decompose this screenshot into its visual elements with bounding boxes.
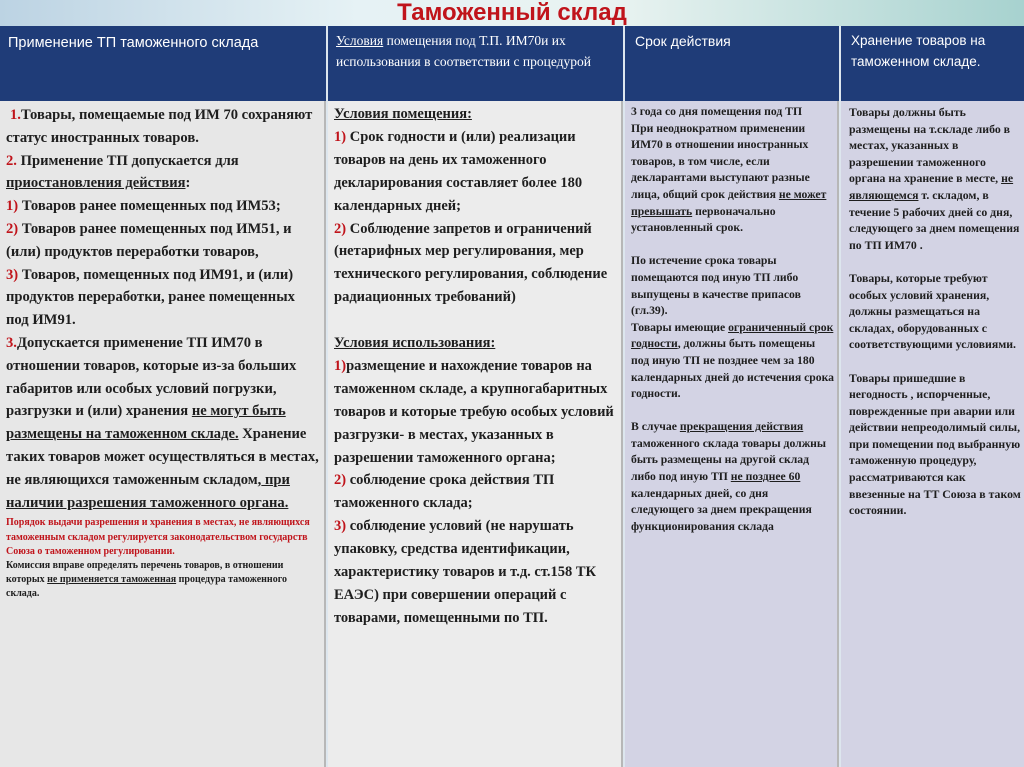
app-paragraph-1 [6, 104, 320, 150]
term-p4-end: , должны быть помещены под иную ТП не позднее чем за 180 календарных дней до истечения срока годности. [631, 337, 835, 401]
app-text-1: Товары, помещаемые под ИМ 70 сохраняют статус иностранных товаров. [6, 107, 313, 146]
app-num-1: 1. [10, 107, 21, 123]
term-60-days-underlined: не позднее 60 [730, 470, 801, 484]
app-note-text-1: Комиссия вправе определять перечень товаров, в отношении которых [6, 559, 284, 586]
app-item-3 [6, 264, 320, 332]
app-note-text-2: процедура таможенного склада. [6, 574, 287, 600]
cond-a1-text: Срок годности и (или) реализации товаров на день их таможенного декларирования составляет более 180 календарных дней; [334, 128, 583, 214]
storage-paragraph-3: Товары пришедшие в негодность , испорченные, поврежденные при аварии или действии непреодолимый силы, при помещении под выбранную таможенную процедуру, рассматриваются как ввезенные на ТТ Союза в таком состоянии. [849, 370, 1021, 518]
header-conditions [328, 26, 623, 101]
app-item-3-num: 3) [6, 266, 19, 283]
cond-a2-num: 2) [334, 220, 347, 237]
cond-b1-num: 1) [334, 357, 347, 374]
cond-b3-text: соблюдение условий (не нарушать упаковку, средства идентификации, характеристику товаров и т.д. ст.158 ТК ЕАЭС) при совершении операций с товарами, помещенными по ТП. [334, 518, 597, 626]
cond-b1-text: размещение и нахождение товаров на таможенном складе, а крупногабаритных товаров и которые требую особых условий разгрузки- в местах, указанных в разрешении таможенного органа; [334, 357, 614, 466]
app-text-3: Допускается применение ТП ИМ70 в отношении товаров, которые из-за больших габаритов или особых условий погрузки, разгрузки и (или) хранения [6, 334, 297, 420]
cond-b3-num: 3) [334, 518, 347, 535]
header-storage: Хранение товаров на таможенном складе. [841, 26, 1024, 101]
app-item-3-text: Товаров, помещенных под ИМ91, и (или) продуктов переработки, ранее помещенных под ИМ91. [6, 266, 295, 329]
term-shelf-life-underlined: ограниченный срок годности [631, 320, 834, 351]
cond-item-b2 [334, 469, 617, 515]
term-paragraph-2 [631, 121, 834, 237]
app-note-red: Порядок выдачи разрешения и хранения в местах, не являющихся таможенным складом регулируется законодательством государств Союза о таможенном регулировании. [6, 517, 310, 557]
term-p4-text: Товары имеющие [631, 320, 729, 334]
term-paragraph-4 [631, 320, 834, 403]
term-p5-text: В случае [631, 420, 680, 434]
app-item-1 [6, 195, 320, 218]
cond-b2-text: соблюдение срока действия ТП таможенного склада; [334, 472, 555, 512]
term-p5-end: календарных дней, со дня следующего за днем прекращения функционирования склада [631, 486, 812, 533]
term-paragraph-5 [631, 419, 834, 535]
cond-a2-text: Соблюдение запретов и ограничений (нетарифных мер регулирования, мер технического регулирования, соблюдение радиационных требований) [334, 220, 608, 306]
header-conditions-underlined: Условия [336, 33, 384, 48]
cond-item-b3 [334, 515, 617, 630]
app-paragraph-2 [6, 150, 320, 196]
app-num-2: 2. [6, 152, 17, 169]
cond-title-usage: Условия использования: [334, 335, 496, 352]
term-p2-text: При неоднократном применении ИМ70 в отношении иностранных товаров, в том числе, если декларантами выступают разные лица, общий срок действия [631, 121, 810, 201]
term-paragraph-1: 3 года со дня помещения под ТП [631, 105, 803, 118]
app-colon: : [185, 175, 191, 192]
app-item-2-num: 2) [6, 220, 19, 237]
app-text-3b: Хранение таких товаров может осуществляться в местах, не являющихся таможенным складом, [6, 426, 319, 488]
column-storage [841, 101, 1024, 767]
cond-item-a2 [334, 218, 617, 310]
header-term: Срок действия [625, 26, 839, 101]
app-not-placed-underlined: не могут быть размещены на таможенном складе. [6, 403, 286, 443]
storage-paragraph-1 [849, 104, 1021, 253]
term-p2-end: первоначально установленный срок. [631, 204, 776, 235]
column-application [0, 101, 326, 767]
term-termination-underlined: прекращения действия [679, 420, 804, 434]
slide-title: Таможенный склад [397, 0, 627, 26]
app-item-1-num: 1) [6, 198, 19, 215]
cond-a1-num: 1) [334, 128, 347, 145]
storage-not-being-underlined: не являющемся [849, 171, 1014, 202]
app-note-underlined: не применяется таможенная [47, 574, 177, 586]
app-text-2: Применение ТП допускается для [16, 152, 239, 169]
cond-item-b1 [334, 355, 617, 470]
cond-item-a1 [334, 126, 617, 218]
app-item-2 [6, 218, 320, 264]
app-item-1-text: Товаров ранее помещенных под ИМ53; [18, 198, 281, 215]
term-paragraph-3: По истечение срока товары помещаются под иную ТП либо выпущены в качестве припасов (гл.39). [631, 254, 801, 318]
app-paragraph-3 [6, 332, 320, 514]
app-suspension-underlined: приостановления действия [6, 175, 186, 192]
cond-title-placement: Условия помещения: [334, 106, 472, 122]
storage-p1-end: т. складом, в течение 5 рабочих дней со дня, следующего за днем помещения по ТП ИМ70 . [849, 187, 1020, 252]
app-num-3: 3. [6, 334, 17, 351]
storage-p1-text: Товары должны быть размещены на т.складе либо в местах, указанных в разрешении таможенного органа на хранение в месте, [849, 105, 1011, 186]
column-term [625, 101, 839, 767]
column-conditions [328, 101, 623, 767]
app-item-2-text: Товаров ранее помещенных под ИМ51, и (или) продуктов переработки товаров, [6, 220, 292, 260]
app-permission-underlined: при наличии разрешения таможенного органа. [6, 471, 290, 511]
storage-paragraph-2: Товары, которые требуют особых условий хранения, должны размещаться на складах, оборудованных с соответствующими условиями. [849, 270, 1016, 352]
header-application: Применение ТП таможенного склада [0, 26, 326, 101]
term-not-exceed-underlined: не может превышать [631, 187, 827, 218]
cond-b2-num: 2) [334, 472, 347, 489]
header-conditions-rest: помещения под Т.П. ИМ70и их использования в соответствии с процедурой [336, 33, 592, 69]
app-note-commission [6, 559, 320, 602]
term-p5-mid: таможенного склада товары должны быть размещены на другой склад либо под иную ТП [631, 436, 827, 484]
